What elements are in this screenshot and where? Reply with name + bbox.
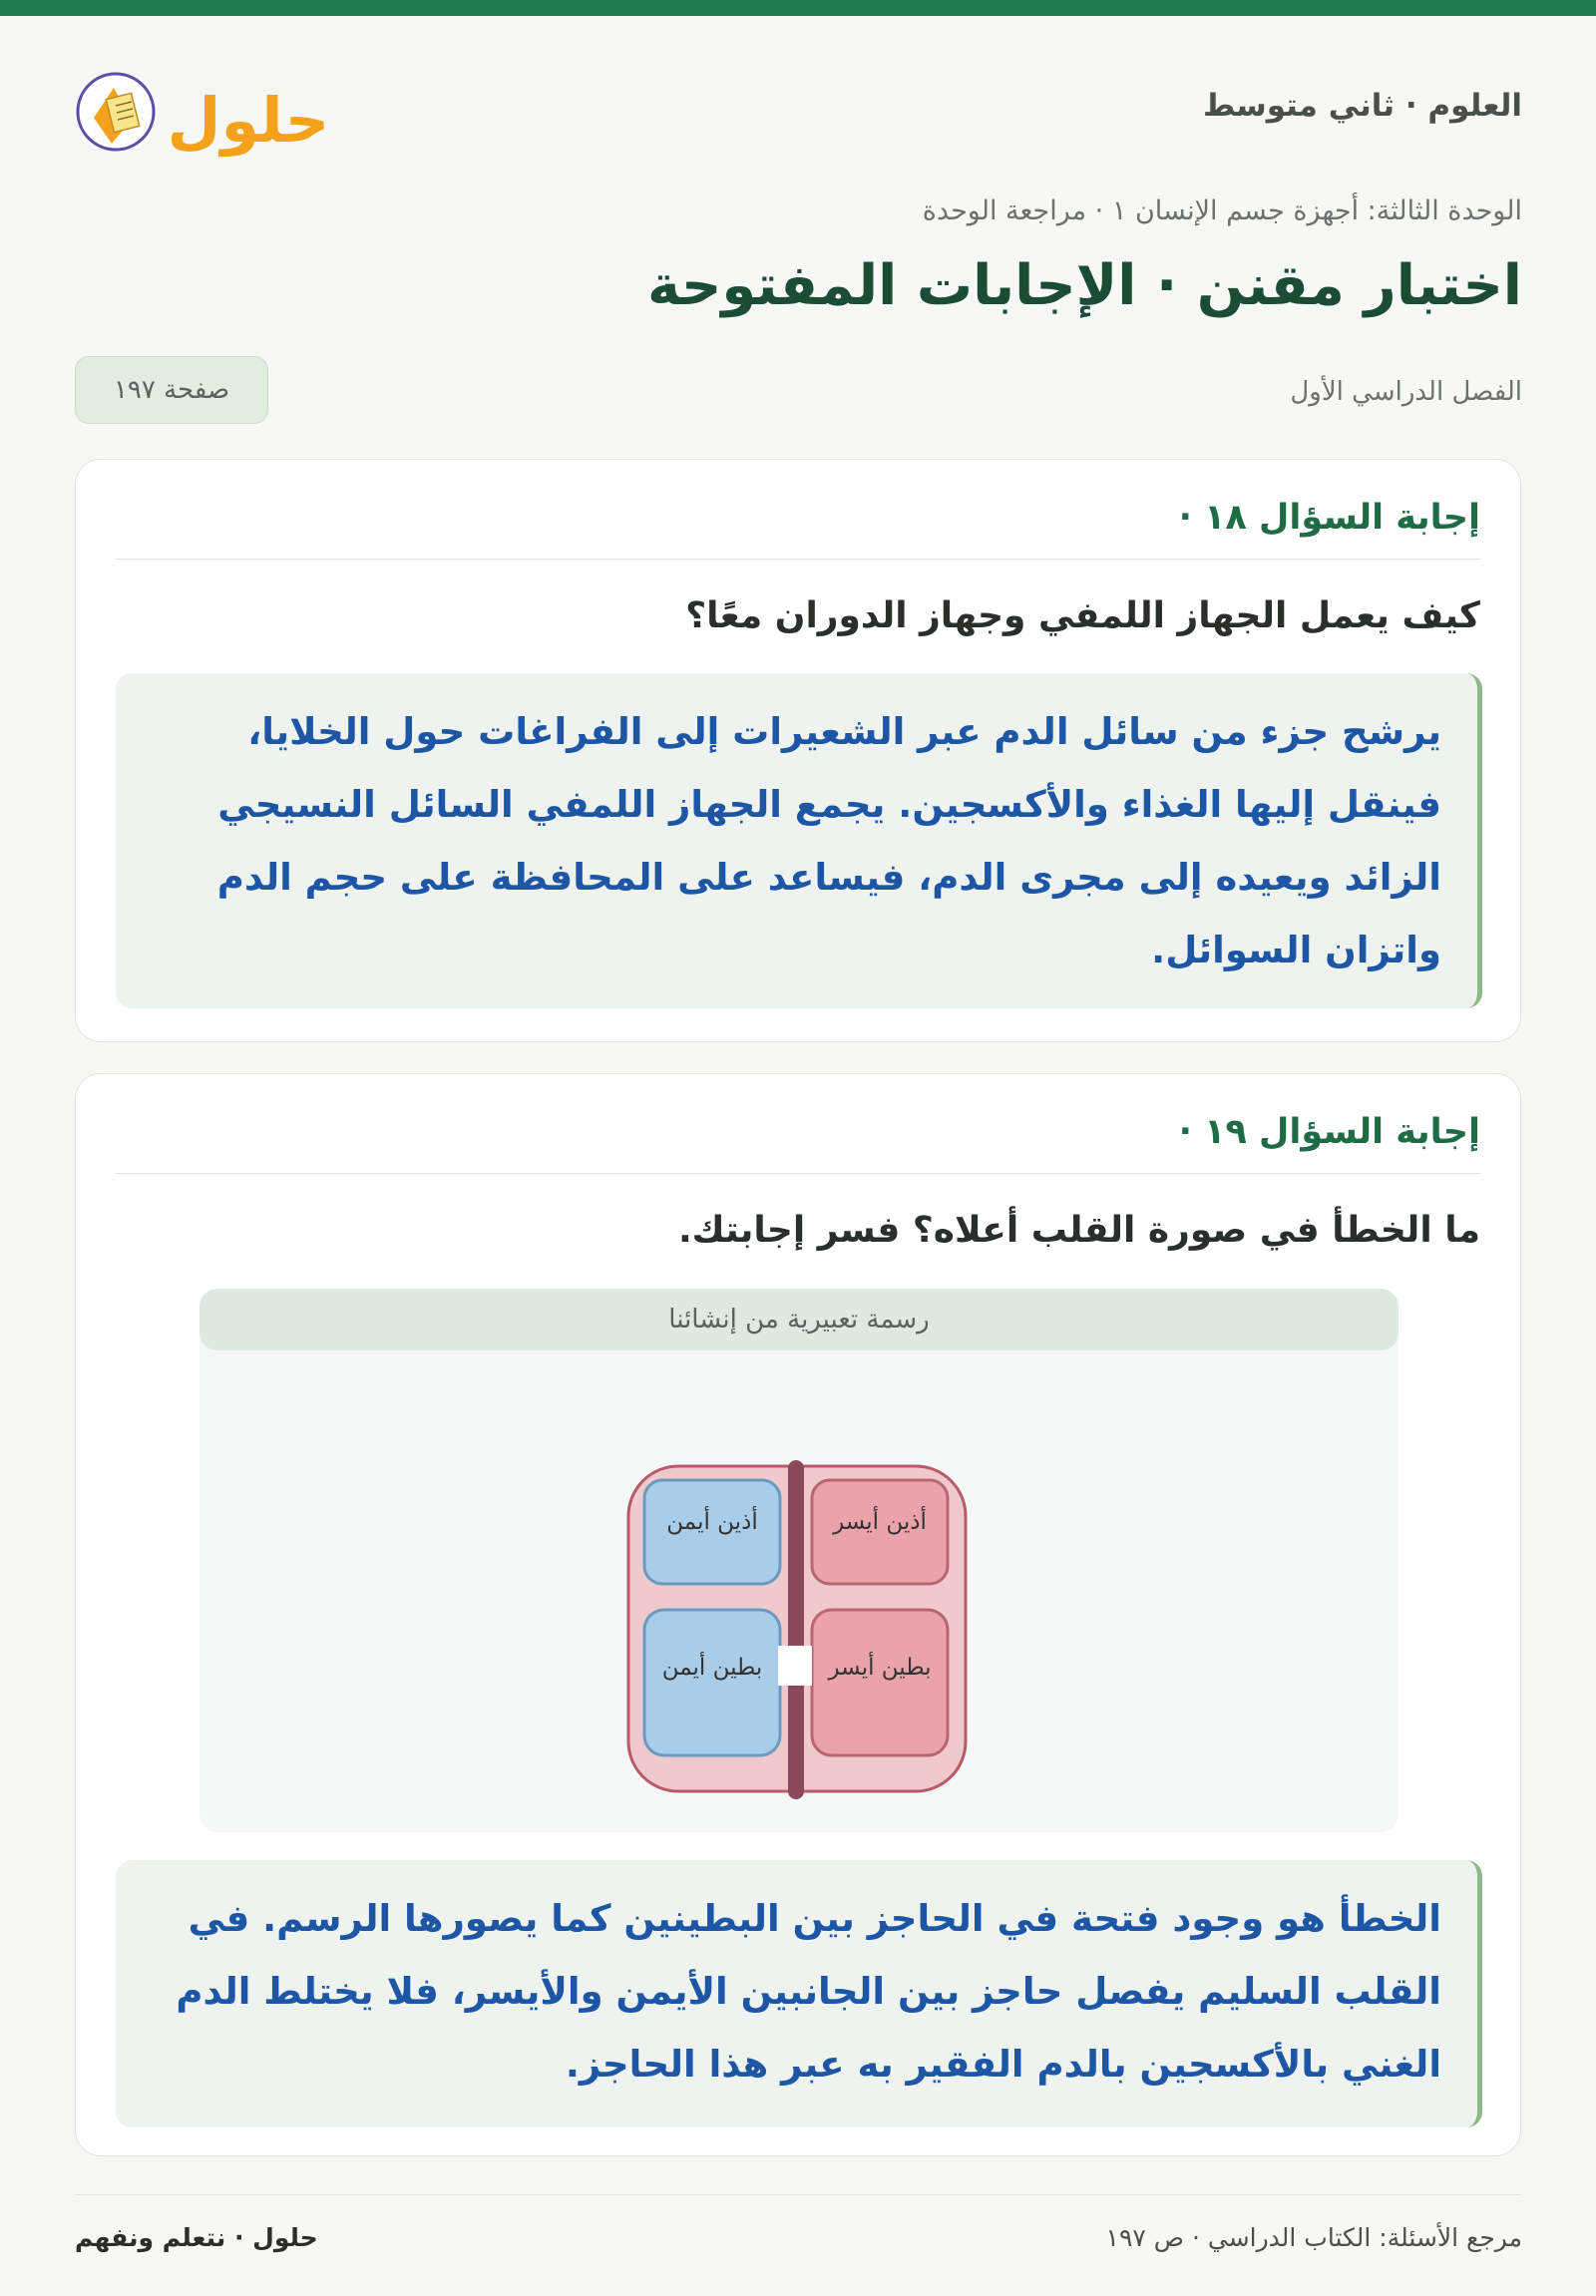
heart-diagram — [200, 1289, 1398, 1832]
logo-text: حلول — [167, 84, 330, 157]
answer-text: الخطأ هو وجود فتحة في الحاجز بين البطينين كما يصورها الرسم. في القلب السليم يفصل حاجز بين الجانبين الأيمن والأيسر، فلا يختلط الدم الغني بالأكسجين بالدم الفقير به عبر هذا الحاجز. — [116, 1860, 1482, 2127]
left-ventricle — [812, 1610, 948, 1755]
book-icon — [74, 60, 333, 160]
footer-brand: حلول · نتعلم ونفهم — [75, 2223, 318, 2252]
septal-hole — [778, 1646, 812, 1686]
page-number-badge: صفحة ١٩٧ — [75, 356, 268, 424]
answer-card-q18 — [75, 459, 1521, 1042]
footer-divider — [75, 2194, 1521, 2195]
answer-card-q19 — [75, 1073, 1521, 2156]
footer-reference: مرجع الأسئلة: الكتاب الدراسي · ص ١٩٧ — [1105, 2223, 1522, 2252]
label-left-atrium: أذين أيسر — [833, 1509, 927, 1535]
card-header — [116, 498, 1480, 560]
breadcrumb: الوحدة الثالثة: أجهزة جسم الإنسان ١ · مراجعة الوحدة — [922, 195, 1522, 226]
figure-caption: رسمة تعبيرية من إنشائنا — [200, 1289, 1398, 1350]
label-right-ventricle: بطين أيمن — [661, 1655, 763, 1681]
page-title: اختبار مقنن · الإجابات المفتوحة — [647, 253, 1522, 318]
question-text: ما الخطأ في صورة القلب أعلاه؟ فسر إجابتك. — [677, 1210, 1480, 1251]
page-header — [74, 60, 1522, 160]
brand-logo[interactable] — [74, 60, 333, 160]
question-text: كيف يعمل الجهاز اللمفي وجهاز الدوران معًا؟ — [685, 595, 1480, 636]
semester-label: الفصل الدراسي الأول — [1290, 377, 1522, 407]
answer-text: يرشح جزء من سائل الدم عبر الشعيرات إلى الفراغات حول الخلايا، فينقل إليها الغذاء والأكسجين. يجمع الجهاز اللمفي السائل النسيجي الزائد ويعيده إلى مجرى الدم، فيساعد على المحافظة على حجم الدم واتزان السوائل. — [116, 673, 1482, 1008]
subject-label: العلوم · ثاني متوسط — [1203, 88, 1522, 124]
label-right-atrium: أذين أيمن — [666, 1509, 758, 1535]
question-number: إجابة السؤال ١٨ · — [1178, 498, 1480, 538]
septum — [788, 1460, 804, 1799]
top-accent-bar — [0, 0, 1596, 16]
right-ventricle — [644, 1610, 780, 1755]
card-header — [116, 1112, 1480, 1174]
question-number: إجابة السؤال ١٩ · — [1178, 1112, 1480, 1152]
heart-figure — [200, 1289, 1398, 1832]
label-left-ventricle: بطين أيسر — [828, 1655, 932, 1681]
